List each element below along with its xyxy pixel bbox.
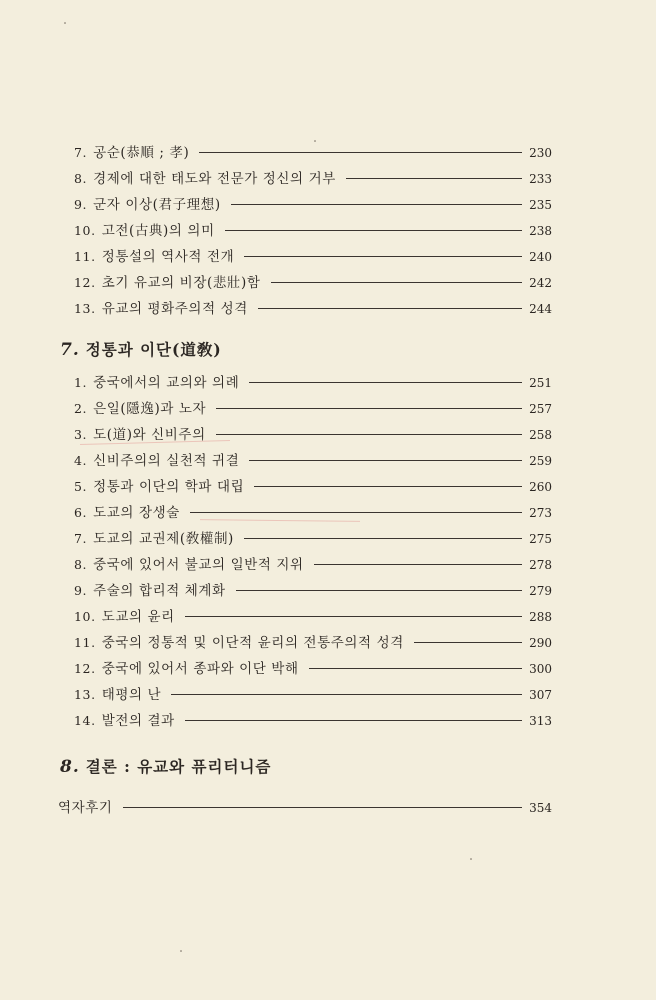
entry-title: 역자후기 bbox=[58, 800, 113, 816]
entry-number: 13. bbox=[74, 687, 96, 702]
entry-number: 11. bbox=[74, 249, 96, 264]
entry-title: 초기 유교의 비장(悲壯)함 bbox=[101, 275, 261, 291]
dot-leader bbox=[171, 694, 522, 695]
toc-entry bbox=[74, 657, 552, 677]
section-title: 정통과 이단(道敎) bbox=[85, 340, 222, 359]
entry-page-number: 300 bbox=[529, 662, 552, 676]
entry-page-number: 235 bbox=[529, 198, 552, 212]
entry-number: 3. bbox=[74, 427, 88, 442]
entry-page-number: 244 bbox=[529, 302, 552, 316]
toc-entry bbox=[74, 605, 552, 625]
entry-number: 2. bbox=[74, 401, 88, 416]
entry-number: 10. bbox=[74, 609, 96, 624]
toc-entry bbox=[74, 709, 552, 729]
toc-entry bbox=[74, 167, 552, 187]
toc-entry bbox=[74, 371, 552, 391]
paper-speck bbox=[314, 140, 316, 142]
section-heading bbox=[60, 755, 271, 777]
entry-title: 중국에 있어서 불교의 일반적 지위 bbox=[93, 557, 304, 573]
entry-title: 도교의 장생술 bbox=[93, 505, 180, 521]
toc-entry bbox=[74, 449, 552, 469]
toc-entry bbox=[74, 397, 552, 417]
entry-title: 유교의 평화주의적 성격 bbox=[101, 301, 248, 317]
entry-page-number: 313 bbox=[529, 714, 552, 728]
entry-number: 8. bbox=[74, 171, 88, 186]
dot-leader bbox=[314, 564, 522, 565]
entry-page-number: 279 bbox=[529, 584, 552, 598]
entry-page-number: 259 bbox=[529, 454, 552, 468]
entry-page-number: 275 bbox=[529, 532, 552, 546]
entry-number: 11. bbox=[74, 635, 96, 650]
dot-leader bbox=[190, 512, 522, 513]
toc-entry bbox=[74, 527, 552, 547]
entry-page-number: 354 bbox=[529, 801, 552, 815]
dot-leader bbox=[244, 256, 522, 257]
entry-title: 발전의 결과 bbox=[101, 713, 175, 729]
dot-leader bbox=[225, 230, 522, 231]
entry-number: 6. bbox=[74, 505, 88, 520]
toc-entry bbox=[74, 245, 552, 265]
entry-page-number: 233 bbox=[529, 172, 552, 186]
entry-title: 은일(隱逸)과 노자 bbox=[93, 401, 207, 417]
entry-title: 경제에 대한 태도와 전문가 정신의 거부 bbox=[93, 171, 336, 187]
entry-number: 1. bbox=[74, 375, 88, 390]
entry-title: 정통과 이단의 학파 대립 bbox=[93, 479, 245, 495]
toc-entry bbox=[74, 141, 552, 161]
entry-number: 12. bbox=[74, 661, 96, 676]
dot-leader bbox=[249, 460, 522, 461]
toc-entry bbox=[74, 297, 552, 317]
dot-leader bbox=[249, 382, 522, 383]
entry-number: 9. bbox=[74, 197, 88, 212]
entry-title: 도교의 윤리 bbox=[101, 609, 175, 625]
entry-title: 고전(古典)의 의미 bbox=[101, 223, 215, 239]
paper-speck bbox=[470, 858, 472, 860]
dot-leader bbox=[123, 807, 522, 808]
toc-entry bbox=[74, 683, 552, 703]
section-title: 결론 : 유교와 퓨리터니즘 bbox=[85, 757, 272, 776]
entry-number: 13. bbox=[74, 301, 96, 316]
entry-title: 정통설의 역사적 전개 bbox=[101, 249, 235, 265]
dot-leader bbox=[254, 486, 522, 487]
toc-entry bbox=[74, 271, 552, 291]
entry-page-number: 307 bbox=[529, 688, 552, 702]
entry-title: 도교의 교권제(敎權制) bbox=[93, 531, 234, 547]
entry-number: 14. bbox=[74, 713, 96, 728]
toc-entry bbox=[74, 475, 552, 495]
toc-entry bbox=[74, 631, 552, 651]
entry-title: 중국의 정통적 및 이단적 윤리의 전통주의적 성격 bbox=[101, 635, 404, 651]
section-number: 7. bbox=[60, 340, 80, 360]
entry-page-number: 257 bbox=[529, 402, 552, 416]
toc-entry bbox=[74, 553, 552, 573]
entry-title: 주술의 합리적 체계화 bbox=[93, 583, 226, 599]
dot-leader bbox=[414, 642, 522, 643]
entry-page-number: 251 bbox=[529, 376, 552, 390]
entry-number: 4. bbox=[74, 453, 88, 468]
entry-page-number: 240 bbox=[529, 250, 552, 264]
paper-speck bbox=[64, 22, 66, 24]
section-number: 8. bbox=[60, 757, 80, 777]
paper-speck bbox=[180, 950, 182, 952]
toc-entry-afterword bbox=[58, 796, 552, 816]
entry-page-number: 260 bbox=[529, 480, 552, 494]
entry-page-number: 238 bbox=[529, 224, 552, 238]
toc-entry bbox=[74, 579, 552, 599]
entry-title: 군자 이상(君子理想) bbox=[93, 197, 221, 213]
entry-title: 중국에서의 교의와 의례 bbox=[93, 375, 240, 391]
entry-title: 공순(恭順 ; 孝) bbox=[93, 145, 190, 161]
entry-page-number: 242 bbox=[529, 276, 552, 290]
entry-number: 10. bbox=[74, 223, 96, 238]
dot-leader bbox=[231, 204, 522, 205]
dot-leader bbox=[216, 408, 522, 409]
section-heading bbox=[60, 338, 222, 360]
toc-entry bbox=[74, 193, 552, 213]
toc-entry bbox=[74, 219, 552, 239]
entry-number: 8. bbox=[74, 557, 88, 572]
entry-number: 7. bbox=[74, 531, 88, 546]
dot-leader bbox=[309, 668, 522, 669]
entry-page-number: 278 bbox=[529, 558, 552, 572]
toc-entry bbox=[74, 423, 552, 443]
toc-entry bbox=[74, 501, 552, 521]
entry-page-number: 258 bbox=[529, 428, 552, 442]
entry-title: 신비주의의 실천적 귀결 bbox=[93, 453, 240, 469]
dot-leader bbox=[271, 282, 522, 283]
dot-leader bbox=[216, 434, 522, 435]
entry-title: 중국에 있어서 종파와 이단 박해 bbox=[101, 661, 299, 677]
entry-page-number: 230 bbox=[529, 146, 552, 160]
entry-number: 7. bbox=[74, 145, 88, 160]
dot-leader bbox=[185, 616, 522, 617]
dot-leader bbox=[199, 152, 522, 153]
dot-leader bbox=[244, 538, 522, 539]
entry-page-number: 288 bbox=[529, 610, 552, 624]
entry-number: 5. bbox=[74, 479, 88, 494]
entry-number: 9. bbox=[74, 583, 88, 598]
dot-leader bbox=[185, 720, 522, 721]
entry-title: 태평의 난 bbox=[101, 687, 162, 703]
entry-page-number: 273 bbox=[529, 506, 552, 520]
entry-page-number: 290 bbox=[529, 636, 552, 650]
dot-leader bbox=[346, 178, 522, 179]
entry-title: 도(道)와 신비주의 bbox=[93, 427, 206, 443]
entry-number: 12. bbox=[74, 275, 96, 290]
dot-leader bbox=[258, 308, 522, 309]
dot-leader bbox=[236, 590, 522, 591]
